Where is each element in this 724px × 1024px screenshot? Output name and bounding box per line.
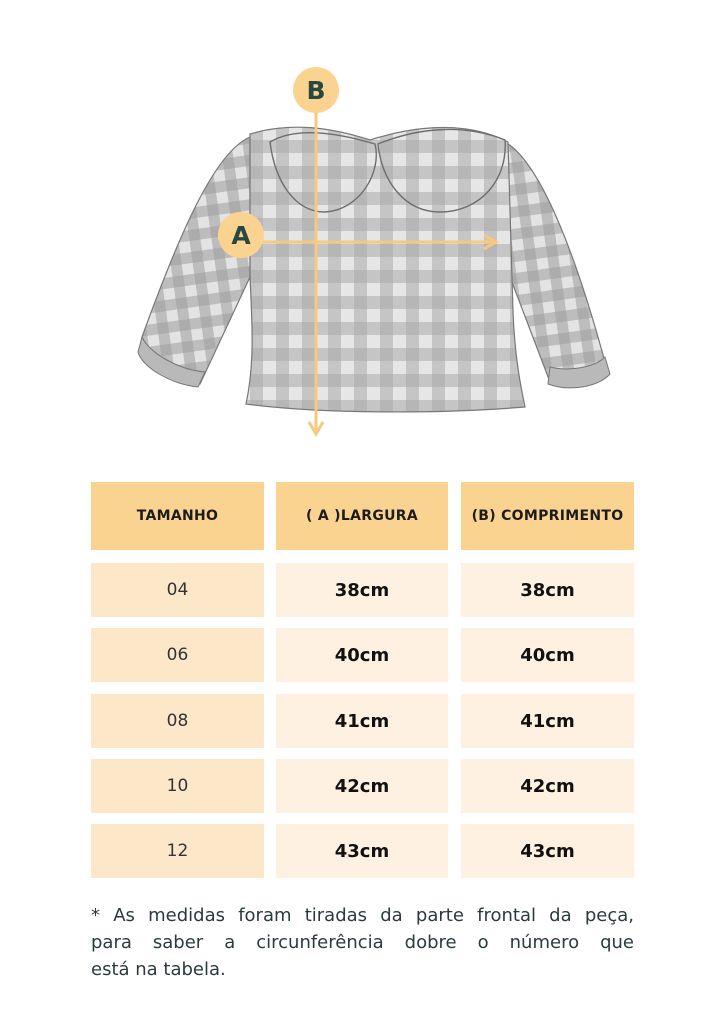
length-cell: 41cm [461, 694, 634, 748]
marker-a [218, 212, 264, 258]
table-row [91, 694, 634, 748]
length-cell: 38cm [461, 563, 634, 617]
table-row [91, 759, 634, 813]
garment-illustration [120, 62, 620, 442]
left-sleeve [142, 137, 250, 384]
length-cell: 40cm [461, 628, 634, 682]
size-cell: 06 [91, 628, 264, 682]
width-cell: 43cm [276, 824, 448, 878]
marker-b [293, 67, 339, 113]
size-cell: 10 [91, 759, 264, 813]
marker-b-label: B [306, 76, 326, 105]
size-cell: 08 [91, 694, 264, 748]
table-row [91, 628, 634, 682]
table-row [91, 563, 634, 617]
blouse-image [120, 62, 620, 442]
width-cell: 40cm [276, 628, 448, 682]
footnote-line: está na tabela. [91, 959, 226, 980]
footnote-line: para saber a circunferência dobre o número que [91, 932, 634, 953]
right-sleeve [505, 142, 605, 385]
width-cell: 38cm [276, 563, 448, 617]
table-row [91, 824, 634, 878]
width-cell: 41cm [276, 694, 448, 748]
size-cell: 12 [91, 824, 264, 878]
length-cell: 43cm [461, 824, 634, 878]
header-width: ( A )LARGURA [276, 482, 448, 550]
header-size: TAMANHO [91, 482, 264, 550]
measurement-footnote [91, 902, 634, 983]
header-length: (B) COMPRIMENTO [461, 482, 634, 550]
footnote-line: * As medidas foram tiradas da parte frontal da peça, [91, 905, 634, 926]
marker-a-label: A [231, 221, 251, 250]
table-header-row [91, 482, 634, 550]
size-cell: 04 [91, 563, 264, 617]
length-cell: 42cm [461, 759, 634, 813]
width-cell: 42cm [276, 759, 448, 813]
